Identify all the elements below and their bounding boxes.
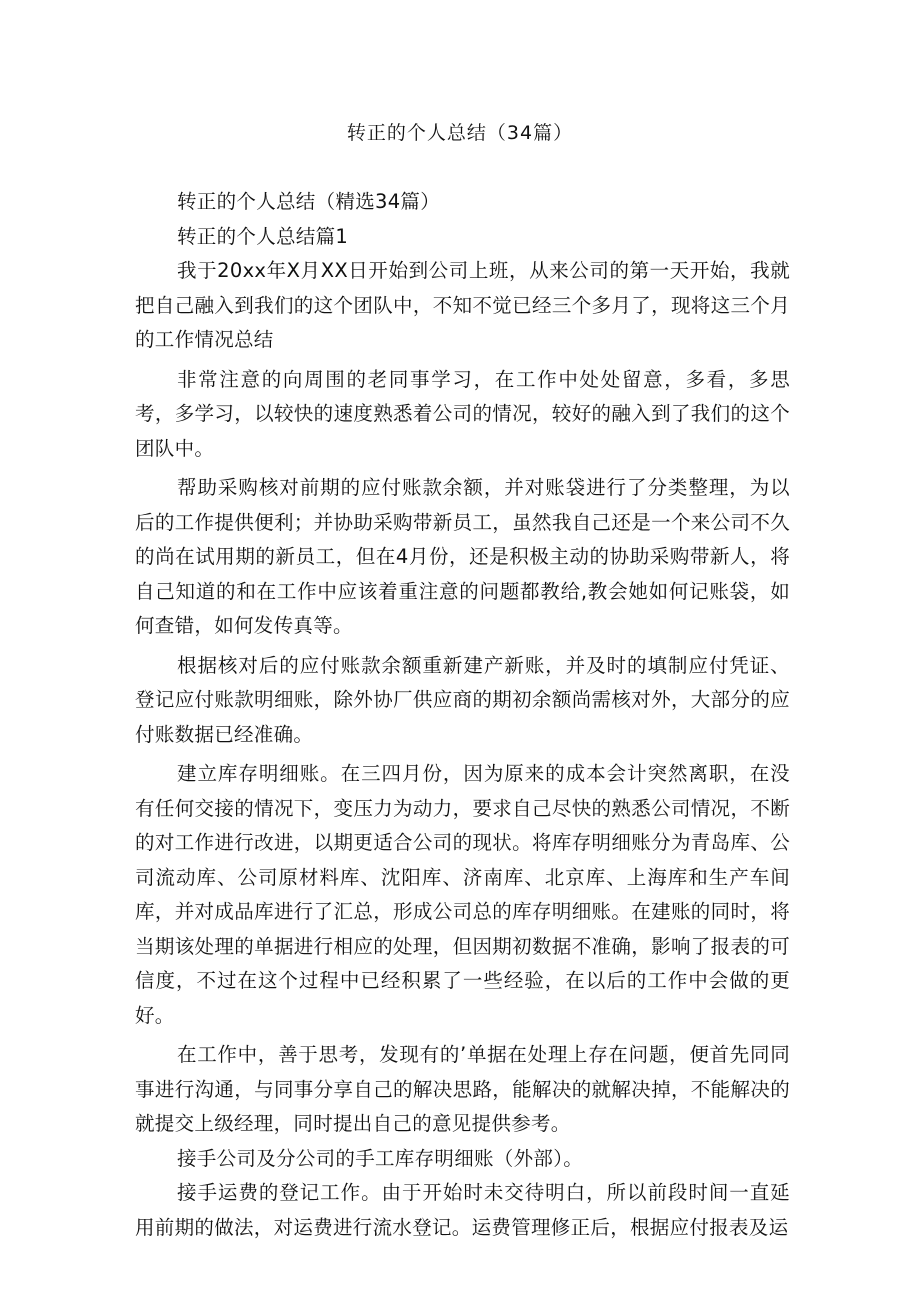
section-heading: 转正的个人总结篇1 xyxy=(177,224,349,248)
body-paragraph: 非常注意的向周围的老同事学习，在工作中处处留意，多看，多思考，多学习，以较快的速度熟悉着公司的情况，较好的融入到了我们的这个团队中。 xyxy=(135,367,790,460)
body-paragraph: 根据核对后的应付账款余额重新建产新账，并及时的填制应付凭证、登记应付账款明细账，除外协厂供应商的期初余额尚需核对外，大部分的应付账数据已经准确。 xyxy=(135,653,790,746)
body-paragraph: 接手公司及分公司的手工库存明细账（外部）。 xyxy=(177,1146,584,1170)
document-title: 转正的个人总结（34篇） xyxy=(346,122,574,144)
body-paragraph: 在工作中，善于思考，发现有的’单据在处理上存在问题，便首先同同事进行沟通，与同事分享自己的解决思路，能解决的就解决掉，不能解决的就提交上级经理，同时提出自己的意见提供参考。 xyxy=(135,1043,790,1135)
body-paragraph: 我于20xx年X月XX日开始到公司上班，从来公司的第一天开始，我就把自己融入到我们的这个团队中，不知不觉已经三个多月了，现将这三个月的工作情况总结 xyxy=(135,259,790,351)
body-paragraph: 建立库存明细账。在三四月份，因为原来的成本会计突然离职，在没有任何交接的情况下，变压力为动力，要求自己尽快的熟悉公司情况，不断的对工作进行改进，以期更适合公司的现状。将库存明细账分为青岛库、公司流动库、公司原材料库、沈阳库、济南库、北京库、上海库和生产车间库，并对成品库进行了汇总，形成公司总的库存明细账。在建账的同时，将当期该处理的单据进行相应的处理，但因期初数据不准确，影响了报表的可信度，不过在这个过程中已经积累了一些经验，在以后的工作中会做的更好。 xyxy=(135,762,790,1027)
document-body xyxy=(135,185,790,1245)
body-paragraph: 帮助采购核对前期的应付账款余额，并对账袋进行了分类整理，为以后的工作提供便利；并协助采购带新员工，虽然我自己还是一个来公司不久的尚在试用期的新员工，但在4月份，还是积极主动的协助采购带新人，将自己知道的和在工作中应该着重注意的问题都教给,教会她如何记账袋，如何查错，如何发传真等。 xyxy=(135,476,790,637)
subtitle-paragraph: 转正的个人总结（精选34篇） xyxy=(177,190,441,213)
body-paragraph: 接手运费的登记工作。由于开始时未交待明白，所以前段时间一直延用前期的做法，对运费进行流水登记。运费管理修正后，根据应付报表及运 xyxy=(135,1181,790,1239)
